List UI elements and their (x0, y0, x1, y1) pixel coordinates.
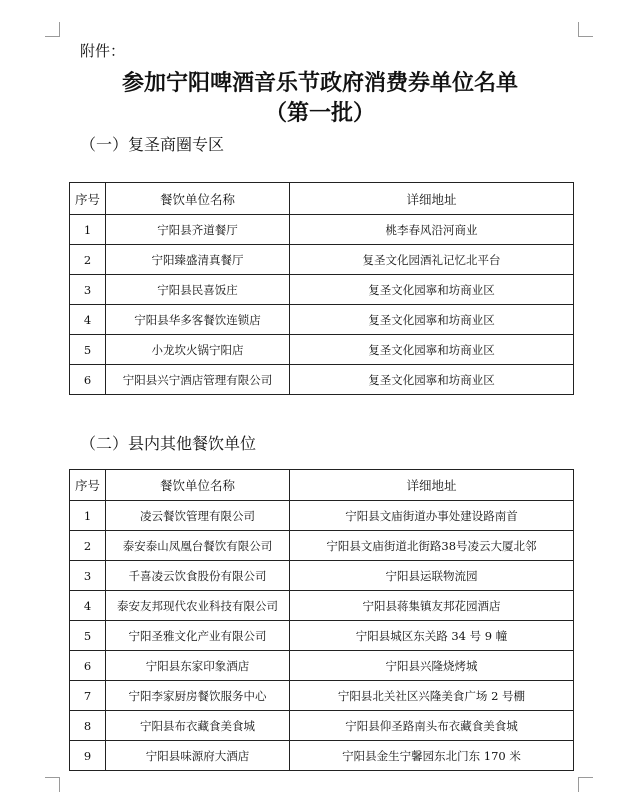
table-row (70, 711, 574, 741)
cell-index: 9 (70, 741, 106, 771)
cell-restaurant-name: 泰安泰山凤凰台餐饮有限公司 (106, 531, 290, 561)
cell-restaurant-name: 宁阳圣雅文化产业有限公司 (106, 621, 290, 651)
cell-restaurant-name: 宁阳臻盛清真餐厅 (106, 245, 290, 275)
cell-address: 复圣文化园寧和坊商业区 (290, 365, 574, 395)
cell-address: 宁阳县兴隆烧烤城 (290, 651, 574, 681)
cell-index: 5 (70, 621, 106, 651)
column-header-name: 餐饮单位名称 (106, 470, 290, 501)
cell-restaurant-name: 千喜凌云饮食股份有限公司 (106, 561, 290, 591)
cell-index: 3 (70, 275, 106, 305)
cell-restaurant-name: 宁阳县兴宁酒店管理有限公司 (106, 365, 290, 395)
cell-address: 复圣文化园寧和坊商业区 (290, 335, 574, 365)
cell-index: 2 (70, 245, 106, 275)
table-row (70, 335, 574, 365)
table-row (70, 561, 574, 591)
table-header-row (70, 470, 574, 501)
table-row (70, 275, 574, 305)
cell-restaurant-name: 泰安友邦现代农业科技有限公司 (106, 591, 290, 621)
document-title: 参加宁阳啤酒音乐节政府消费券单位名单 (121, 70, 518, 96)
table-row (70, 305, 574, 335)
cell-index: 4 (70, 305, 106, 335)
crop-mark-bottom-left (45, 777, 60, 792)
table-row (70, 531, 574, 561)
cell-address: 宁阳县蒋集镇友邦花园酒店 (290, 591, 574, 621)
column-header-index: 序号 (70, 183, 106, 215)
cell-address: 桃李春风沿河商业 (290, 215, 574, 245)
document-subtitle: （第一批） (264, 100, 375, 126)
table-row (70, 621, 574, 651)
cell-restaurant-name: 凌云餐饮管理有限公司 (106, 501, 290, 531)
cell-restaurant-name: 宁阳县味源府大酒店 (106, 741, 290, 771)
table-section-1 (69, 182, 574, 395)
cell-index: 5 (70, 335, 106, 365)
cell-index: 2 (70, 531, 106, 561)
cell-index: 6 (70, 365, 106, 395)
cell-restaurant-name: 宁阳县华多客餐饮连锁店 (106, 305, 290, 335)
cell-address: 宁阳县文庙街道办事处建设路南首 (290, 501, 574, 531)
cell-index: 7 (70, 681, 106, 711)
cell-address: 宁阳县城区东关路 34 号 9 幢 (290, 621, 574, 651)
cell-restaurant-name: 宁阳县东家印象酒店 (106, 651, 290, 681)
cell-address: 宁阳县金生宁馨园东北门东 170 米 (290, 741, 574, 771)
table-row (70, 365, 574, 395)
cell-address: 宁阳县运联物流园 (290, 561, 574, 591)
cell-address: 宁阳县北关社区兴隆美食广场 2 号棚 (290, 681, 574, 711)
column-header-address: 详细地址 (290, 183, 574, 215)
crop-mark-bottom-right (578, 777, 593, 792)
cell-restaurant-name: 宁阳县布衣藏食美食城 (106, 711, 290, 741)
cell-address: 宁阳县仰圣路南头布衣藏食美食城 (290, 711, 574, 741)
column-header-index: 序号 (70, 470, 106, 501)
cell-restaurant-name: 小龙坎火锅宁阳店 (106, 335, 290, 365)
cell-index: 4 (70, 591, 106, 621)
section-heading-2: （二）县内其他餐饮单位 (80, 434, 257, 453)
table-body-section-1 (70, 215, 574, 395)
cell-address: 复圣文化园酒礼记忆北平台 (290, 245, 574, 275)
cell-index: 8 (70, 711, 106, 741)
cell-address: 复圣文化园寧和坊商业区 (290, 305, 574, 335)
attachment-label: 附件： (80, 42, 126, 60)
table-row (70, 741, 574, 771)
table-section-2 (69, 469, 574, 771)
table-row (70, 651, 574, 681)
cell-index: 1 (70, 501, 106, 531)
section-heading-1: （一）复圣商圈专区 (80, 135, 225, 154)
crop-mark-top-right (578, 22, 593, 37)
table-row (70, 245, 574, 275)
cell-index: 1 (70, 215, 106, 245)
table-row (70, 591, 574, 621)
cell-index: 3 (70, 561, 106, 591)
table-row (70, 681, 574, 711)
cell-restaurant-name: 宁阳县齐道餐厅 (106, 215, 290, 245)
table-row (70, 215, 574, 245)
column-header-address: 详细地址 (290, 470, 574, 501)
cell-address: 宁阳县文庙街道北街路38号凌云大厦北邻 (290, 531, 574, 561)
cell-index: 6 (70, 651, 106, 681)
table-header-row (70, 183, 574, 215)
table-body-section-2 (70, 501, 574, 771)
cell-restaurant-name: 宁阳县民喜饭庄 (106, 275, 290, 305)
table-row (70, 501, 574, 531)
cell-address: 复圣文化园寧和坊商业区 (290, 275, 574, 305)
column-header-name: 餐饮单位名称 (106, 183, 290, 215)
cell-restaurant-name: 宁阳李家厨房餐饮服务中心 (106, 681, 290, 711)
crop-mark-top-left (45, 22, 60, 37)
